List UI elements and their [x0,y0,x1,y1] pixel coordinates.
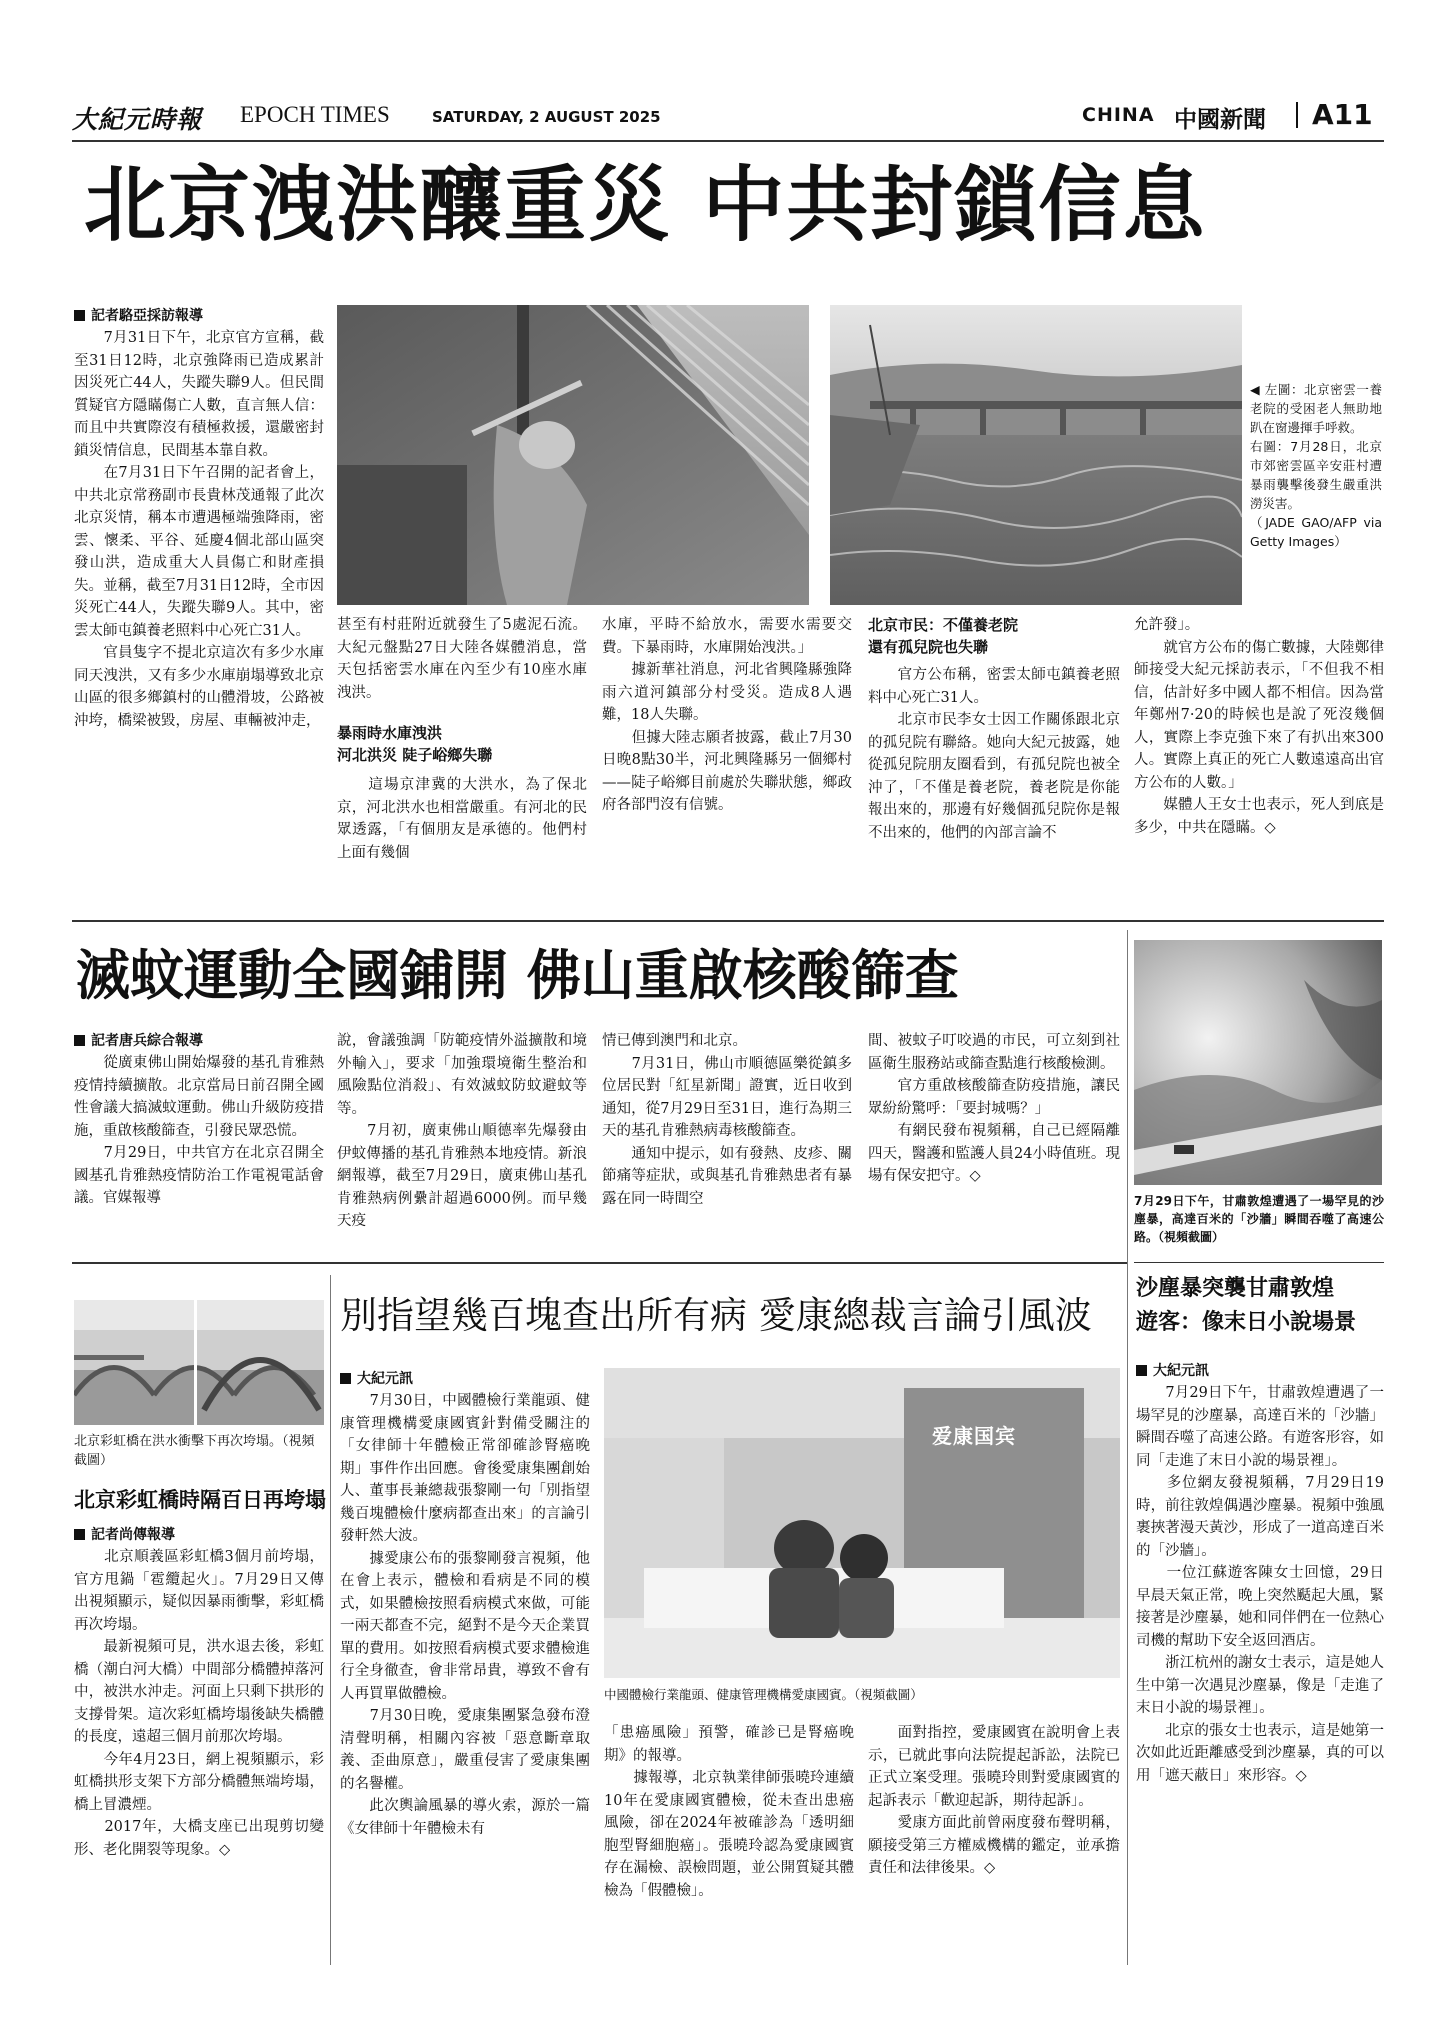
article2-bottom-rule [72,1262,1128,1264]
article2-col2 [337,1030,587,1256]
masthead-rule [72,140,1384,142]
page-number: A11 [1312,98,1373,131]
issue-date: SATURDAY, 2 AUGUST 2025 [432,108,661,126]
article1-byline: 記者駱亞採訪報導 [74,305,324,327]
article3-col1-text: 7月30日，中國體檢行業龍頭、健康管理機構愛康國賓針對備受關注的「女律師十年體檢正常卻確診腎癌晚期」事件作出回應。會後愛康集團創始人、董事長兼總裁張黎剛一句「別指望幾百塊體檢什麼病都查出來」的言論引發軒然大波。 據愛康公布的張黎剛發言視頻，他在會上表示，體檢和看病是不同的模式，如果體檢按照看病模式來做，可能一兩天都查不完，絕對不是今天企業買單的費用。如按照看病模式要求體檢進行全身徹查，會非常昂貴，導致不會有人再買單做體檢。 7月30日晚，愛康集團緊急發布澄清聲明稱，相關內容被「惡意斷章取義、歪曲原意」，嚴重侵害了愛康集團的名譽權。 此次輿論風暴的導火索，源於一篇《女律師十年體檢未有 [340,1393,590,1837]
article1-col1 [74,305,324,910]
byline-square-icon [74,310,85,321]
article3-byline: 大紀元訊 [340,1368,590,1390]
article2-byline: 記者唐兵綜合報導 [74,1030,324,1052]
article1-col1-text: 7月31日下午，北京官方宣稱，截至31日12時，北京強降雨已造成累計因災死亡44人，失蹤失聯9人。但民間質疑官方隱瞞傷亡人數，直言無人信：而且中共實際沒有積極救援，還嚴密封鎖災情信息，民間基本靠自救。 在7月31日下午召開的記者會上，中共北京常務副市長貴林茂通報了此次北京災情，稱本市遭遇極端強降雨，密雲、懷柔、平谷、延慶4個北部山區突發山洪，造成重大人員傷亡和財產損失。並稱，截至7月31日12時，全市因災死亡44人，失蹤失聯9人。其中，密雲太師屯鎮養老照料中心死亡31人。 官員隻字不提北京這次有多少水庫同天洩洪，又有多少水庫崩塌導致北京山區的很多鄉鎮村的山體滑坡，公路被沖垮，橋梁被毀，房屋、車輛被沖走， [74,330,324,729]
sandstorm-headline: 沙塵暴突襲甘肅敦煌 遊客：像末日小說場景 [1136,1276,1357,1335]
article1-col2-subhead: 暴雨時水庫洩洪 河北洪災 陡子峪鄉失聯 [337,724,493,764]
article1-col5-text: 允許發」。 就官方公布的傷亡數據，大陸鄭律師接受大紀元採訪表示，「不但我不相信，估計好多中國人都不相信。因為當年鄭州7·20的時候也是說了死沒幾個人，實際上李克強下來了有扒出來300人。實際上真正的死亡人數遠遠高出官方公布的人數。」 媒體人王女士也表示，死人到底是多少，中共在隱瞞。◇ [1134,617,1384,836]
article2-col3 [602,1030,852,1256]
article2-col2-text: 說，會議強調「防範疫情外溢擴散和境外輸入」，要求「加強環境衛生整治和風險點位消殺」、有效滅蚊防蚊避蚊等等。 7月初，廣東佛山順德率先爆發由伊蚊傳播的基孔肯雅熱本地疫情。新浪網報導，截至7月29日，廣東佛山基孔肯雅熱病例纍計超過6000例。而早幾天疫 [337,1033,587,1229]
sandstorm-separator-rule [1134,1262,1384,1263]
article1-photo-left [337,305,809,605]
clinic-sign: 爱康国宾 [932,1424,1016,1448]
article2-col1 [74,1030,324,1256]
byline-square-icon [74,1035,85,1046]
article3-col1 [340,1368,590,1968]
article1-col4-text: 官方公布稱，密雲太師屯鎮養老照料中心死亡31人。 北京市民李女士因工作關係跟北京的孤兒院有聯絡。她向大紀元披露，她從孤兒院朋友圈看到，有孤兒院也被全沖了，「不僅是養老院，養老院是你能報出來的，那邊有好幾個孤兒院你是報不出來的，他們的內部言論不 [868,667,1120,841]
article3-col2 [604,1722,854,1968]
article1-col2 [337,614,587,910]
byline-square-icon [1136,1365,1147,1376]
rainbow-bridge-image [74,1300,324,1425]
article3-col3-text: 面對指控，愛康國賓在說明會上表示，已就此事向法院提起訴訟，法院已正式立案受理。張曉玲則對愛康國賓的起訴表示「歡迎起訴，期待起訴」。 愛康方面此前曾兩度發布聲明稱，願接受第三方權威機構的鑑定，並承擔責任和法律後果。◇ [868,1725,1120,1876]
byline-square-icon [340,1373,351,1384]
section-english: CHINA [1082,104,1155,126]
article1-col2-top-text: 甚至有村莊附近就發生了5處泥石流。大紀元盤點27日大陸各媒體消息，當天包括密雲水庫在內至少有10座水庫洩洪。 [337,617,587,701]
article1-headline: 北京洩洪釀重災 中共封鎖信息 [84,158,1207,253]
logo-english: EPOCH TIMES [240,102,390,127]
sandstorm-photo [1134,940,1382,1185]
article3-col2-text: 「患癌風險」預警，確診已是腎癌晚期》的報導。 據報導，北京執業律師張曉玲連續10年在愛康國賓體檢，從未查出患癌風險，卻在2024年被確診為「透明細胞型腎細胞癌」。張曉玲認為愛康國賓存在漏檢、誤檢問題，並公開質疑其體檢為「假體檢」。 [604,1725,854,1899]
bridge-caption: 北京彩虹橋在洪水衝擊下再次垮塌。（視頻截圖） [74,1434,315,1468]
article2-col4-text: 間、被蚊子叮咬過的市民，可立刻到社區衛生服務站或篩查點進行核酸檢測。 官方重啟核酸篩查防疫措施，讓民眾紛紛驚呼：「要封城嗎？」 有網民發布視頻稱，自己已經隔離四天，醫護和監護人員24小時值班。現場有保安把守。◇ [868,1033,1120,1184]
article1-col3-text: 水庫，平時不給放水，需要水需要交費。下暴雨時，水庫開始洩洪。」 據新華社消息，河北省興隆縣強降雨六道河鎮部分村受災。造成8人遇難，18人失聯。 但據大陸志願者披露，截止7月30日晚8點30半，河北興隆縣另一個鄉村——陡子峪鄉目前處於失聯狀態，鄉政府各部門沒有信號。 [602,617,852,813]
sandstorm-article [1136,1360,1384,1970]
article2-col3-text: 情已傳到澳門和北京。 7月31日，佛山市順德區樂從鎮多位居民對「紅星新聞」證實，近日收到通知，從7月29日至31日，進行為期三天的基孔肯雅熱病毒核酸篩查。 通知中提示，如有發熱、皮疹、關節痛等症狀，或與基孔肯雅熱患者有暴露在同一時間空 [602,1033,852,1207]
window-scene-image [337,305,809,605]
article1-col4 [868,614,1120,910]
article2-col4 [868,1030,1120,1256]
article1-col5 [1134,614,1384,910]
flood-bridge-image [830,305,1242,605]
article1-col3 [602,614,852,910]
article2-col1-text: 從廣東佛山開始爆發的基孔肯雅熱疫情持續擴散。北京當局日前召開全國性會議大搞滅蚊運動。佛山升級防疫措施，重啟核酸篩查，引發民眾恐慌。 7月29日，中共官方在北京召開全國基孔肯雅熱疫情防治工作電視電話會議。官媒報導 [74,1055,324,1206]
column-rule-right [1127,930,1128,1965]
bridge-text: 北京順義區彩虹橋3個月前垮塌，官方甩鍋「雹纜起火」。7月29日又傳出視頻顯示，疑似因暴雨衝擊，彩虹橋再次垮塌。 最新視頻可見，洪水退去後，彩虹橋（潮白河大橋）中間部分橋體掉落河中，被洪水沖走。河面上只剩下拱形的支撐骨架。這次彩虹橋垮塌後缺失橋體的長度，遠超三個月前那次垮塌。 今年4月23日，網上視頻顯示，彩虹橋拱形支架下方部分橋體無端垮塌，橋上冒濃煙。 2017年，大橋支座已出現剪切變形、老化開裂等現象。◇ [74,1549,324,1858]
column-rule-left [330,1275,331,1965]
article1-col2-bottom-text: 這場京津冀的大洪水，為了保北京，河北洪水也相當嚴重。有河北的民眾透露，「有個朋友是承德的。他們村上面有幾個 [337,777,587,861]
article2-headline: 滅蚊運動全國鋪開 佛山重啟核酸篩查 [76,944,959,1007]
article3-photo [604,1368,1120,1678]
article1-photo-caption: ◀ 左圖：北京密雲一養老院的受困老人無助地趴在窗邊揮手呼救。 右圖：7月28日，北京市郊密雲區辛安莊村遭暴雨襲擊後發生嚴重洪澇災害。 （JADE GAO/AFP via Getty Images） [1250,382,1382,549]
sandstorm-byline: 大紀元訊 [1136,1360,1384,1382]
byline-square-icon [74,1529,85,1540]
bridge-headline: 北京彩虹橋時隔百日再垮塌 [74,1488,326,1512]
logo-chinese: 大紀元時報 [72,105,203,134]
article3-col3 [868,1722,1120,1968]
section-chinese: 中國新聞 [1174,107,1266,133]
sandstorm-caption: 7月29日下午，甘肅敦煌遭遇了一場罕見的沙塵暴，高達百米的「沙牆」瞬間吞噬了高速公路。（視頻截圖） [1134,1194,1384,1244]
article3-photo-caption: 中國體檢行業龍頭、健康管理機構愛康國賓。（視頻截圖） [604,1687,923,1702]
bridge-article [74,1524,324,1969]
masthead [72,98,1384,138]
sandstorm-text: 7月29日下午，甘肅敦煌遭遇了一場罕見的沙塵暴，高達百米的「沙牆」瞬間吞噬了高速公路。有遊客形容，如同「走進了末日小說的場景裡」。 多位網友發視頻稱，7月29日19時，前往敦煌偶遇沙塵暴。視頻中強風裹挾著漫天黃沙，形成了一道高達百米的「沙牆」。 一位江蘇遊客陳女士回憶，29日早晨天氣正常，晚上突然颳起大風，緊接著是沙塵暴，她和同伴們在一位熱心司機的幫助下安全返回酒店。 浙江杭州的謝女士表示，這是她人生中第一次遇見沙塵暴，像是「走進了末日小說的場景裡」。 北京的張女士也表示，這是她第一次如此近距離感受到沙塵暴，真的可以用「遮天蔽日」來形容。◇ [1136,1385,1384,1784]
section-divider [1296,102,1298,128]
bridge-photo [74,1300,324,1425]
article3-headline: 別指望幾百塊查出所有病 愛康總裁言論引風波 [340,1294,1092,1337]
article1-bottom-rule [72,920,1384,922]
article1-photo-right [830,305,1242,605]
article1-col4-subhead: 北京市民：不僅養老院 還有孤兒院也失聯 [868,616,1019,656]
bridge-byline: 記者尚傳報導 [74,1524,324,1546]
sandstorm-image [1134,940,1382,1185]
clinic-lobby-image [604,1368,1120,1678]
